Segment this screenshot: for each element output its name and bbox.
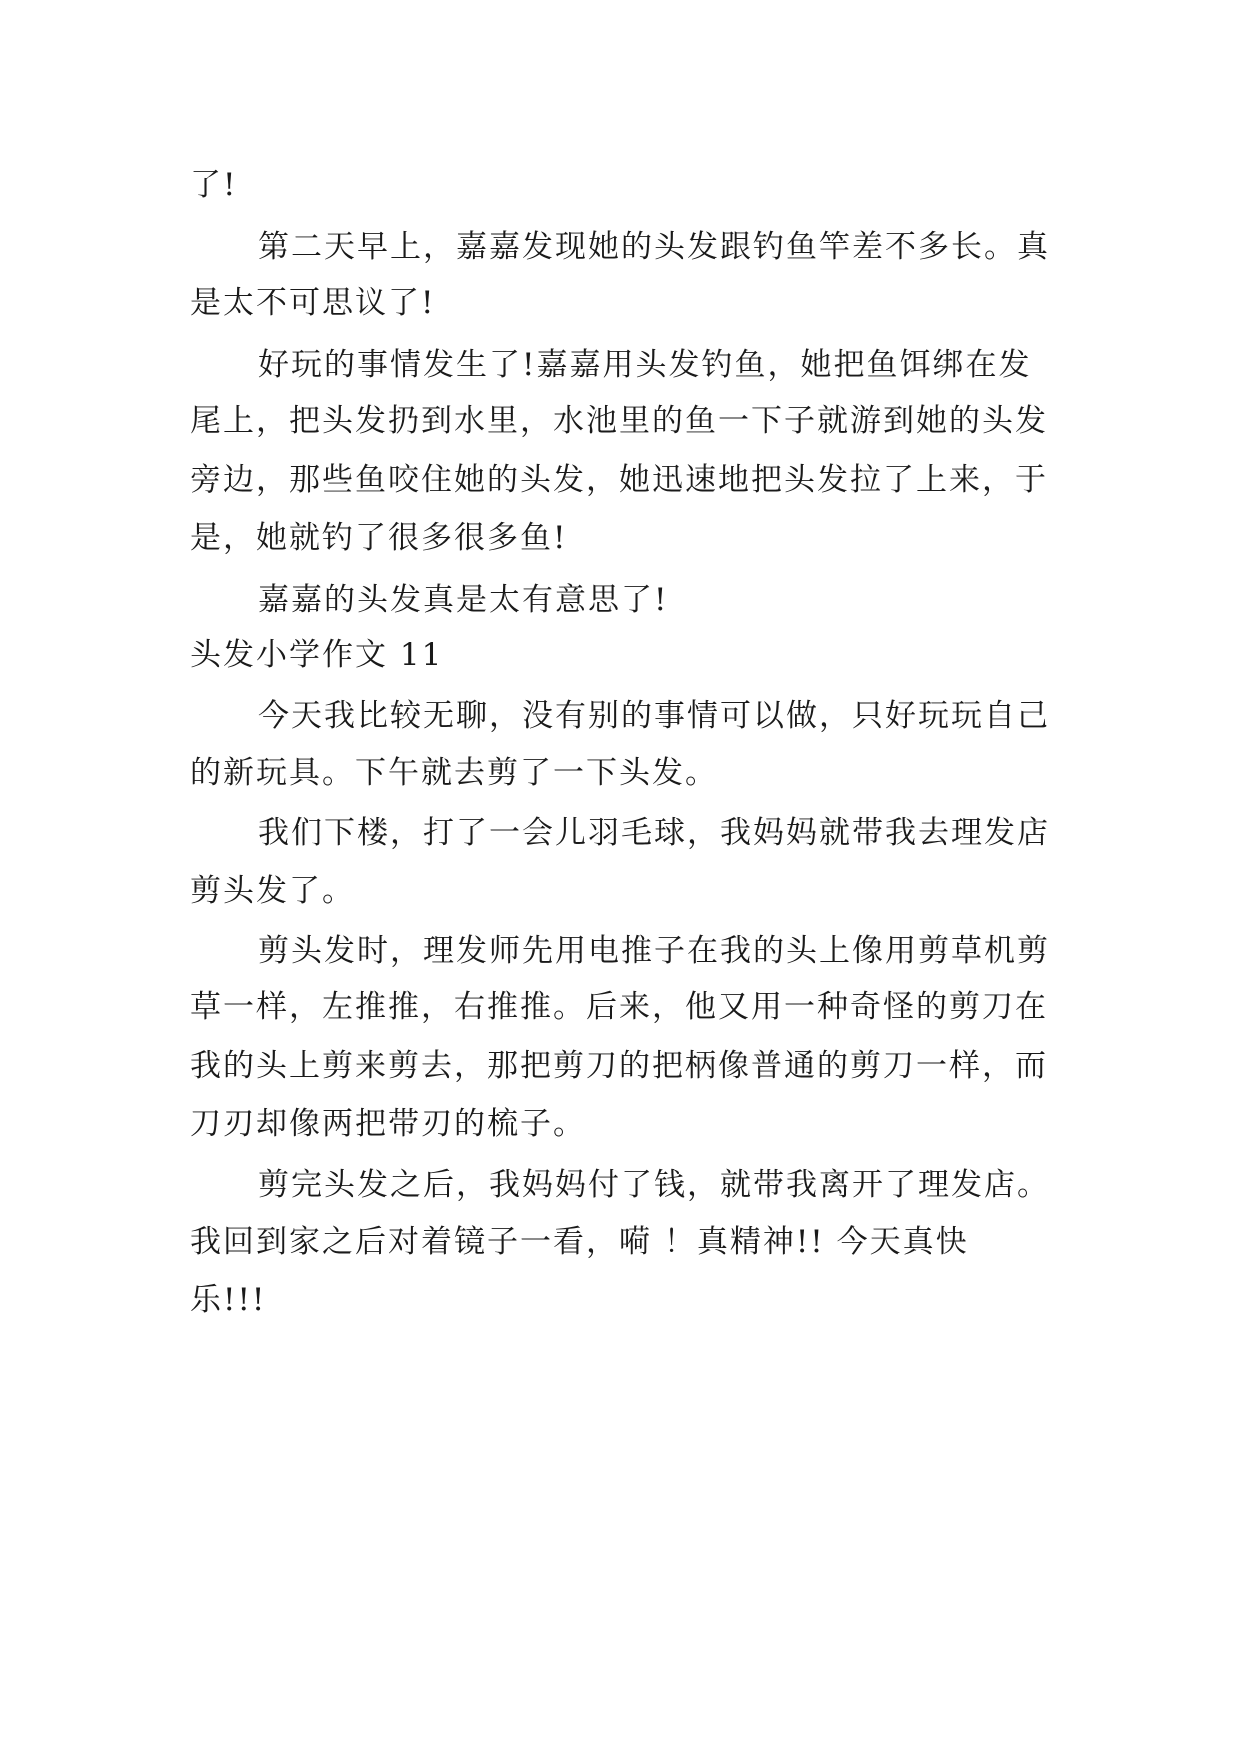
text-line: 草一样，左推推，右推推。后来，他又用一种奇怪的剪刀在	[190, 989, 1048, 1025]
text-line: 嘉嘉的头发真是太有意思了!	[258, 582, 669, 618]
text-line: 刀刃却像两把带刃的梳子。	[190, 1106, 586, 1142]
text-line: 剪完头发之后，我妈妈付了钱，就带我离开了理发店。	[258, 1167, 1050, 1203]
text-line: 剪头发时，理发师先用电推子在我的头上像用剪草机剪	[258, 933, 1050, 969]
text-line: 剪头发了。	[190, 873, 355, 909]
text-line: 第二天早上，嘉嘉发现她的头发跟钓鱼竿差不多长。真	[258, 229, 1050, 265]
text-line: 乐!!!	[190, 1282, 267, 1318]
text-line: 旁边，那些鱼咬住她的头发，她迅速地把头发拉了上来，于	[190, 462, 1048, 498]
text-line: 的新玩具。下午就去剪了一下头发。	[190, 755, 718, 791]
text-line: 是，她就钓了很多很多鱼!	[190, 520, 568, 556]
text-line: 我们下楼，打了一会儿羽毛球，我妈妈就带我去理发店	[258, 815, 1050, 851]
text-line: 我回到家之后对着镜子一看，嗬 ！真精神!! 今天真快	[190, 1224, 969, 1260]
section-heading: 头发小学作文 11	[190, 637, 444, 673]
text-line: 尾上，把头发扔到水里，水池里的鱼一下子就游到她的头发	[190, 403, 1048, 439]
text-line: 我的头上剪来剪去，那把剪刀的把柄像普通的剪刀一样，而	[190, 1048, 1048, 1084]
text-line: 好玩的事情发生了!嘉嘉用头发钓鱼，她把鱼饵绑在发	[258, 347, 1032, 383]
text-line: 今天我比较无聊，没有别的事情可以做，只好玩玩自己	[258, 698, 1050, 734]
text-line: 了!	[190, 167, 238, 203]
text-line: 是太不可思议了!	[190, 285, 436, 321]
